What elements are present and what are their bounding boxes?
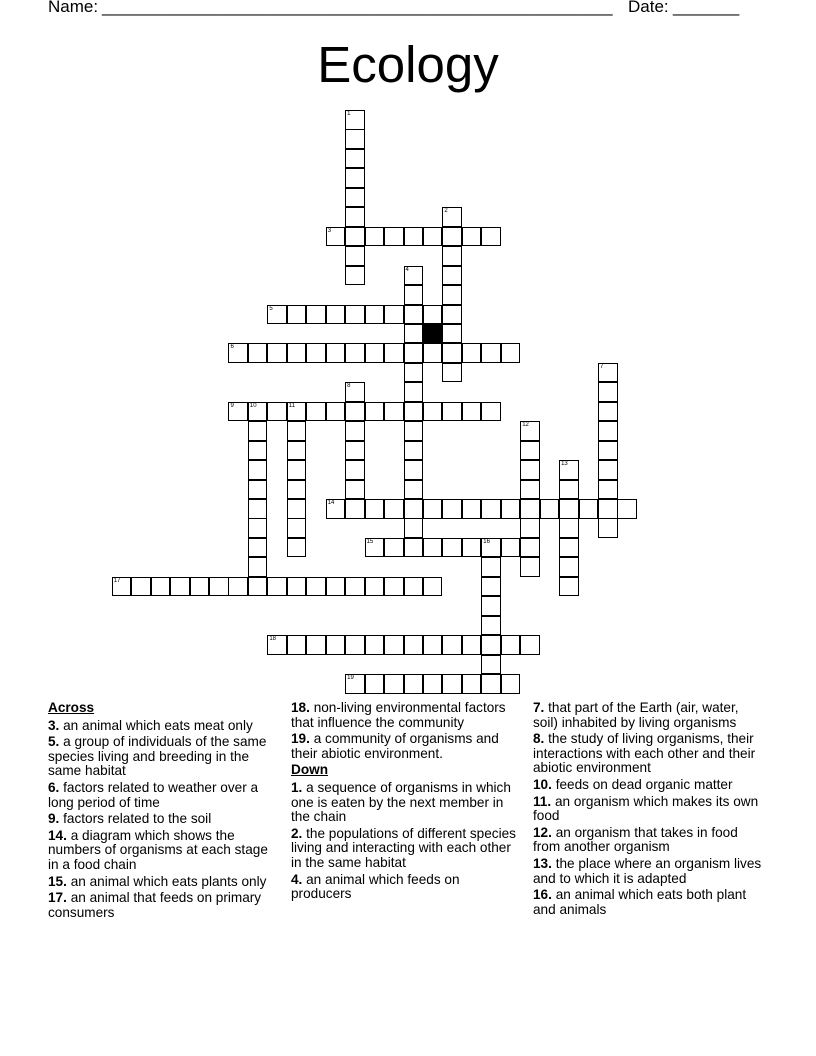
clue-column-2: [291, 701, 523, 904]
crossword-cell[interactable]: [345, 635, 365, 655]
crossword-cell[interactable]: [481, 655, 501, 675]
crossword-cell[interactable]: [287, 577, 307, 597]
crossword-cell[interactable]: [287, 441, 307, 461]
crossword-cell[interactable]: [345, 110, 365, 130]
crossword-cell[interactable]: [287, 402, 307, 422]
crossword-cell[interactable]: [345, 227, 365, 247]
crossword-cell[interactable]: [442, 538, 462, 558]
crossword-cell[interactable]: [345, 149, 365, 169]
cell-number: 1: [347, 111, 351, 117]
crossword-cell[interactable]: [481, 674, 501, 694]
cell-number: 2: [444, 208, 448, 215]
cell-number: 15: [366, 538, 374, 545]
clue-down-7: 7. that part of the Earth (air, water, soil) inhabited by living organisms: [533, 700, 739, 730]
cell-number: 12: [522, 422, 529, 429]
crossword-cell[interactable]: [170, 577, 190, 597]
crossword-cell[interactable]: [345, 168, 365, 188]
clue-down-8: 8. the study of living organisms, their interactions with each other and their abiotic environment: [533, 731, 756, 776]
crossword-cell[interactable]: [248, 557, 268, 577]
clue-down-2: 2. the populations of different species living and interacting with each other in the same habitat: [291, 825, 516, 870]
crossword-cell[interactable]: [190, 577, 210, 597]
cell-number: 9: [230, 402, 234, 409]
crossword-cell[interactable]: [345, 674, 365, 694]
cell-number: 7: [600, 363, 604, 370]
crossword-cell[interactable]: [345, 188, 365, 208]
crossword-cell[interactable]: [306, 635, 326, 655]
crossword-cell[interactable]: [248, 402, 268, 422]
crossword-cell[interactable]: [345, 207, 365, 227]
clue-across-17: 17. an animal that feeds on primary consumers: [48, 890, 262, 920]
crossword-cell[interactable]: [423, 402, 443, 422]
crossword-cell[interactable]: [248, 460, 268, 480]
crossword-cell[interactable]: [267, 343, 287, 363]
crossword-cell[interactable]: [404, 324, 424, 344]
crossword-cell[interactable]: [442, 674, 462, 694]
crossword-cell[interactable]: [442, 285, 462, 305]
date-label: Date:: [628, 0, 669, 16]
cell-number: 3: [327, 227, 332, 234]
crossword-cell[interactable]: [267, 635, 287, 655]
clue-down-4: 4. an animal which feeds on producers: [291, 871, 460, 902]
crossword-cell[interactable]: [481, 596, 501, 616]
crossword-cell[interactable]: [287, 343, 307, 363]
crossword-cell[interactable]: [267, 305, 287, 325]
crossword-cell[interactable]: [326, 402, 346, 422]
down-heading: Down: [291, 762, 328, 778]
crossword-cell[interactable]: [423, 577, 443, 597]
crossword-cell[interactable]: [365, 227, 385, 247]
crossword-cell[interactable]: [384, 674, 404, 694]
crossword-cell[interactable]: [267, 577, 287, 597]
crossword-cell[interactable]: [481, 557, 501, 577]
crossword-cell[interactable]: [384, 227, 404, 247]
crossword-cell[interactable]: [404, 421, 424, 441]
clue-down-16: 16. an animal which eats both plant and animals: [533, 887, 747, 917]
crossword-cell[interactable]: [442, 499, 462, 519]
crossword-cell[interactable]: [287, 499, 307, 519]
crossword-cell[interactable]: [365, 499, 385, 519]
crossword-cell[interactable]: [442, 635, 462, 655]
crossword-cell[interactable]: [423, 674, 443, 694]
crossword-cell[interactable]: [442, 343, 462, 363]
crossword-cell[interactable]: [481, 538, 501, 558]
crossword-cell[interactable]: [598, 480, 618, 500]
crossword-cell[interactable]: [365, 674, 385, 694]
clue-across-14: 14. a diagram which shows the numbers of organisms at each stage in a food chain: [48, 827, 268, 872]
crossword-cell[interactable]: [345, 480, 365, 500]
crossword-cell[interactable]: [287, 538, 307, 558]
crossword-cell[interactable]: [462, 635, 482, 655]
crossword-cell[interactable]: [423, 343, 443, 363]
crossword-cell[interactable]: [579, 499, 599, 519]
crossword-cell[interactable]: [248, 421, 268, 441]
crossword-cell[interactable]: [345, 382, 365, 402]
crossword-cell[interactable]: [559, 538, 579, 558]
crossword-cell[interactable]: [345, 402, 365, 422]
crossword-cell[interactable]: [404, 382, 424, 402]
crossword-cell[interactable]: [559, 480, 579, 500]
cell-number: 13: [561, 461, 568, 468]
crossword-cell[interactable]: [462, 674, 482, 694]
crossword-cell[interactable]: [520, 538, 540, 558]
crossword-cell[interactable]: [404, 518, 424, 538]
cell-number: 11: [288, 402, 296, 409]
crossword-cell[interactable]: [384, 635, 404, 655]
crossword-cell[interactable]: [131, 577, 151, 597]
crossword-cell[interactable]: [287, 635, 307, 655]
crossword-cell[interactable]: [404, 227, 424, 247]
crossword-cell[interactable]: [404, 460, 424, 480]
crossword-cell[interactable]: [306, 305, 326, 325]
crossword-cell[interactable]: [520, 421, 540, 441]
crossword-cell[interactable]: [306, 402, 326, 422]
cell-number: 18: [269, 636, 277, 643]
clue-across-15: 15. an animal which eats plants only: [48, 873, 267, 889]
crossword-cell[interactable]: [384, 499, 404, 519]
crossword-cell[interactable]: [423, 227, 443, 247]
cell-number: 6: [230, 344, 234, 351]
crossword-cell[interactable]: [267, 402, 287, 422]
crossword-cell[interactable]: [617, 499, 637, 519]
crossword-cell[interactable]: [384, 305, 404, 325]
crossword-cell[interactable]: [306, 343, 326, 363]
crossword-cell[interactable]: [442, 305, 462, 325]
clue-down-10: 10. feeds on dead organic matter: [533, 776, 733, 792]
crossword-cell[interactable]: [404, 266, 424, 286]
crossword-cell[interactable]: [520, 499, 540, 519]
crossword-cell[interactable]: [598, 363, 618, 383]
black-square: [423, 324, 443, 344]
crossword-cell[interactable]: [112, 577, 132, 597]
crossword-cell[interactable]: [520, 557, 540, 577]
crossword-cell[interactable]: [326, 635, 346, 655]
crossword-cell[interactable]: [598, 460, 618, 480]
crossword-cell[interactable]: [423, 635, 443, 655]
crossword-cell[interactable]: [462, 499, 482, 519]
clue-down-13: 13. the place where an organism lives and to which it is adapted: [533, 855, 762, 886]
crossword-cell[interactable]: [365, 538, 385, 558]
crossword-cell[interactable]: [501, 499, 521, 519]
crossword-cell[interactable]: [345, 305, 365, 325]
crossword-cell[interactable]: [442, 246, 462, 266]
crossword-cell[interactable]: [559, 460, 579, 480]
crossword-cell[interactable]: [384, 402, 404, 422]
crossword-cell[interactable]: [326, 343, 346, 363]
crossword-cell[interactable]: [248, 343, 268, 363]
crossword-cell[interactable]: [481, 402, 501, 422]
crossword-cell[interactable]: [248, 518, 268, 538]
crossword-cell[interactable]: [442, 227, 462, 247]
crossword-cell[interactable]: [365, 577, 385, 597]
clue-across-6: 6. factors related to weather over a long period of time: [48, 779, 259, 810]
crossword-cell[interactable]: [481, 343, 501, 363]
clue-down-11: 11. an organism which makes its own food: [533, 793, 759, 824]
crossword-cell[interactable]: [287, 480, 307, 500]
crossword-cell[interactable]: [462, 402, 482, 422]
clue-across-18: 18. non-living environmental factors that influence the community: [291, 700, 506, 730]
crossword-cell[interactable]: [501, 538, 521, 558]
crossword-cell[interactable]: [287, 518, 307, 538]
crossword-cell[interactable]: [442, 324, 462, 344]
crossword-cell[interactable]: [501, 674, 521, 694]
cell-number: 14: [327, 500, 335, 506]
crossword-cell[interactable]: [404, 402, 424, 422]
clue-column-1: [48, 701, 280, 922]
crossword-cell[interactable]: [501, 343, 521, 363]
crossword-cell[interactable]: [520, 441, 540, 461]
crossword-cell[interactable]: [365, 402, 385, 422]
crossword-cell[interactable]: [248, 538, 268, 558]
crossword-cell[interactable]: [228, 343, 248, 363]
crossword-cell[interactable]: [423, 499, 443, 519]
crossword-cell[interactable]: [481, 577, 501, 597]
cell-number: 4: [405, 266, 409, 273]
crossword-cell[interactable]: [462, 227, 482, 247]
crossword-cell[interactable]: [384, 343, 404, 363]
crossword-cell[interactable]: [345, 421, 365, 441]
across-heading: Across: [48, 700, 95, 715]
crossword-cell[interactable]: [481, 635, 501, 655]
crossword-cell[interactable]: [345, 343, 365, 363]
crossword-cell[interactable]: [326, 305, 346, 325]
crossword-cell[interactable]: [248, 441, 268, 461]
cell-number: 17: [113, 577, 121, 584]
crossword-cell[interactable]: [345, 246, 365, 266]
crossword-cell[interactable]: [365, 305, 385, 325]
crossword-cell[interactable]: [442, 266, 462, 286]
crossword-cell[interactable]: [404, 285, 424, 305]
date-field[interactable]: _______: [673, 0, 740, 16]
crossword-cell[interactable]: [248, 480, 268, 500]
crossword-cell[interactable]: [598, 499, 618, 519]
crossword-cell[interactable]: [423, 538, 443, 558]
crossword-cell[interactable]: [481, 227, 501, 247]
cell-number: 8: [347, 383, 351, 390]
crossword-cell[interactable]: [442, 402, 462, 422]
crossword-cell[interactable]: [326, 499, 346, 519]
crossword-cell[interactable]: [481, 499, 501, 519]
crossword-cell[interactable]: [345, 499, 365, 519]
cell-number: 16: [483, 538, 490, 545]
crossword-cell[interactable]: [540, 499, 560, 519]
crossword-cell[interactable]: [442, 207, 462, 227]
page-title: Ecology: [317, 36, 499, 93]
crossword-cell[interactable]: [442, 363, 462, 383]
crossword-cell[interactable]: [287, 421, 307, 441]
crossword-cell[interactable]: [559, 499, 579, 519]
crossword-cell[interactable]: [598, 441, 618, 461]
crossword-cell[interactable]: [365, 635, 385, 655]
clue-across-9: 9. factors related to the soil: [48, 811, 212, 827]
crossword-cell[interactable]: [228, 577, 248, 597]
clue-down-12: 12. an organism that takes in food from another organism: [533, 824, 738, 855]
crossword-cell[interactable]: [345, 441, 365, 461]
cell-number: 5: [269, 305, 273, 312]
clue-column-3: [533, 701, 765, 919]
crossword-cell[interactable]: [520, 480, 540, 500]
crossword-cell[interactable]: [404, 499, 424, 519]
crossword-cell[interactable]: [248, 499, 268, 519]
clue-down-1: 1. a sequence of organisms in which one is eaten by the next member in the chain: [291, 779, 511, 825]
crossword-cell[interactable]: [345, 460, 365, 480]
crossword-cell[interactable]: [384, 577, 404, 597]
crossword-cell[interactable]: [404, 674, 424, 694]
crossword-cell[interactable]: [326, 227, 346, 247]
crossword-cell[interactable]: [598, 421, 618, 441]
crossword-cell[interactable]: [365, 343, 385, 363]
crossword-cell[interactable]: [345, 129, 365, 149]
crossword-cell[interactable]: [501, 635, 521, 655]
crossword-cell[interactable]: [151, 577, 171, 597]
crossword-cell[interactable]: [598, 382, 618, 402]
crossword-cell[interactable]: [287, 460, 307, 480]
crossword-cell[interactable]: [520, 460, 540, 480]
crossword-cell[interactable]: [209, 577, 229, 597]
crossword-cell[interactable]: [462, 343, 482, 363]
crossword-cell[interactable]: [404, 635, 424, 655]
cell-number: 19: [347, 675, 354, 682]
cell-number: 10: [249, 402, 257, 409]
crossword-cell[interactable]: [520, 635, 540, 655]
crossword-cell[interactable]: [598, 402, 618, 422]
crossword-cell[interactable]: [404, 577, 424, 597]
clue-across-3: 3. an animal which eats meat only: [48, 717, 253, 733]
crossword-cell[interactable]: [598, 518, 618, 538]
crossword-cell[interactable]: [228, 402, 248, 422]
crossword-cell[interactable]: [345, 266, 365, 286]
crossword-cell[interactable]: [520, 518, 540, 538]
crossword-cell[interactable]: [559, 518, 579, 538]
crossword-cell[interactable]: [306, 577, 326, 597]
crossword-cell[interactable]: [404, 343, 424, 363]
crossword-cell[interactable]: [287, 305, 307, 325]
crossword-cell[interactable]: [423, 305, 443, 325]
crossword-cell[interactable]: [326, 577, 346, 597]
crossword-cell[interactable]: [384, 538, 404, 558]
crossword-cell[interactable]: [462, 538, 482, 558]
crossword-cell[interactable]: [248, 577, 268, 597]
clue-across-5: 5. a group of individuals of the same species living and breeding in the same habitat: [48, 734, 267, 779]
name-field[interactable]: ______________________________________________________: [102, 0, 613, 16]
crossword-cell[interactable]: [559, 577, 579, 597]
crossword-cell[interactable]: [559, 557, 579, 577]
crossword-cell[interactable]: [481, 616, 501, 636]
crossword-cell[interactable]: [404, 480, 424, 500]
crossword-cell[interactable]: [404, 441, 424, 461]
name-label: Name:: [48, 0, 99, 16]
clue-across-19: 19. a community of organisms and their abiotic environment.: [291, 731, 499, 761]
crossword-cell[interactable]: [404, 305, 424, 325]
crossword-cell[interactable]: [404, 363, 424, 383]
crossword-cell[interactable]: [404, 538, 424, 558]
crossword-cell[interactable]: [345, 577, 365, 597]
